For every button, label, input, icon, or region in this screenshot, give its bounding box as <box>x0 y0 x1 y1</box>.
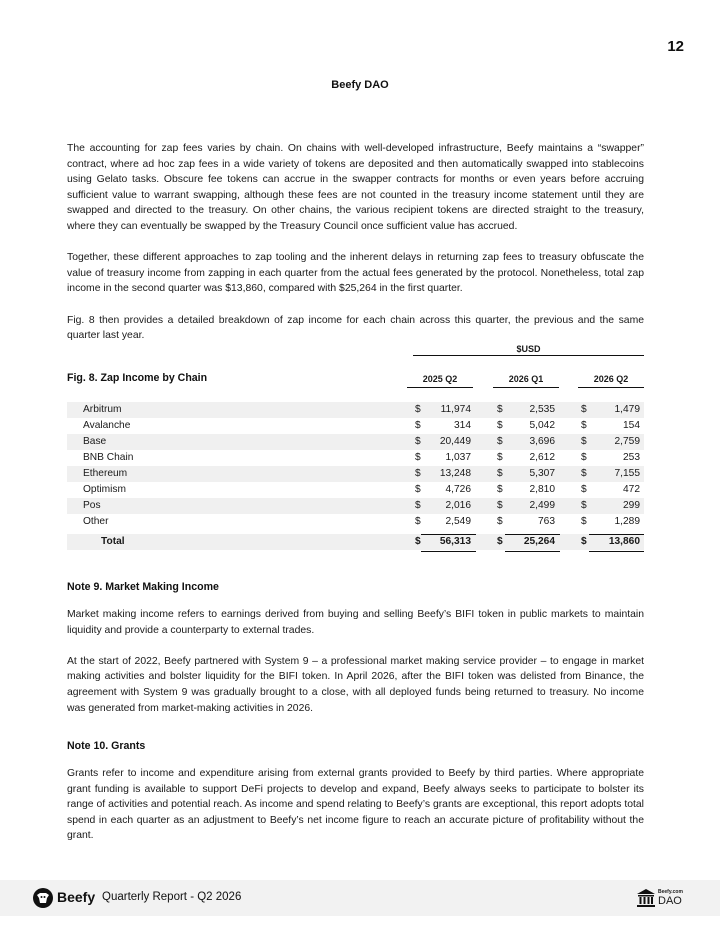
currency-symbol: $ <box>415 404 421 415</box>
figure-title: Fig. 8. Zap Income by Chain <box>67 372 208 384</box>
currency-symbol: $ <box>581 452 587 463</box>
value-2026q2: 154 <box>623 420 640 431</box>
currency-symbol: $ <box>581 436 587 447</box>
currency-symbol: $ <box>497 484 503 495</box>
page-number: 12 <box>667 38 684 55</box>
currency-symbol: $ <box>497 468 503 479</box>
currency-symbol: $ <box>497 452 503 463</box>
currency-symbol: $ <box>581 516 587 527</box>
currency-symbol: $ <box>581 404 587 415</box>
table-row <box>67 402 644 418</box>
total-2025q2: 56,313 <box>439 536 471 547</box>
currency-symbol: $ <box>581 500 587 511</box>
value-2025q2: 2,016 <box>445 500 471 511</box>
chain-label: Avalanche <box>83 420 131 431</box>
currency-symbol: $ <box>497 516 503 527</box>
value-2026q2: 299 <box>623 500 640 511</box>
beefy-dao-logo <box>636 886 686 910</box>
table-row <box>67 498 644 514</box>
value-2026q2: 1,289 <box>614 516 640 527</box>
value-2025q2: 11,974 <box>440 404 471 415</box>
currency-symbol: $ <box>415 536 421 547</box>
table-total-row <box>67 534 644 550</box>
note-10-paragraph-1: Grants refer to income and expenditure arising from external grants provided to Beefy by third parties. Where appropriate grant funding is available to support DeFi projects to develop and expand, Beefy always seeks to participate to bolster its range of activities and potential reach. As income and spend relating to Beefy’s grants are exceptional, this report adopts total spend in each quarter as an adjustment to Beefy’s net income figure to reach an accurate picture of profitability without the grant. <box>67 768 644 842</box>
intro-section <box>67 141 644 344</box>
value-2026q1: 3,696 <box>529 436 555 447</box>
table-row <box>67 418 644 434</box>
currency-symbol: $ <box>581 468 587 479</box>
value-2026q1: 5,042 <box>529 420 555 431</box>
value-2025q2: 314 <box>454 420 471 431</box>
currency-symbol: $ <box>581 484 587 495</box>
currency-symbol: $ <box>415 420 421 431</box>
table-row <box>67 434 644 450</box>
column-rule <box>578 387 644 388</box>
footer-brand: Beefy <box>57 889 96 905</box>
value-2025q2: 4,726 <box>445 484 471 495</box>
value-2026q2: 2,759 <box>614 436 640 447</box>
chain-label: Pos <box>83 500 101 511</box>
footer <box>0 880 720 916</box>
table-row <box>67 514 644 530</box>
note-9-paragraph-1: Market making income refers to earnings derived from buying and selling Beefy’s BIFI token in public markets to maintain liquidity and provide a counterparty to external trades. <box>67 609 644 636</box>
currency-symbol: $ <box>497 500 503 511</box>
value-2026q2: 7,155 <box>614 468 640 479</box>
beefy-cow-logo-icon <box>32 887 54 909</box>
note-9-paragraph-2: At the start of 2022, Beefy partnered with System 9 – a professional market making service provider – to engage in market making activities and bolster liquidity for the BIFI token. In April 2026, after the BIFI token was delisted from Binance, the agreement with System 9 was gradually brought to a close, with all deployed funds being returned to treasury. No income was generated from market-making activities in 2026. <box>67 655 644 714</box>
zap-paragraph-3: Fig. 8 then provides a detailed breakdown of zap income for each chain across this quarter, the previous and the same quarter last year. <box>67 314 644 342</box>
chain-label: Optimism <box>83 484 127 495</box>
currency-symbol: $ <box>581 536 587 547</box>
note-10-heading: Note 10. Grants <box>67 740 146 752</box>
note-10-section <box>67 740 644 844</box>
currency-symbol: $ <box>415 500 421 511</box>
footer-report-title: Quarterly Report - Q2 2026 <box>102 891 242 903</box>
value-2026q1: 2,810 <box>529 484 555 495</box>
column-header-2025q2: 2025 Q2 <box>422 374 458 384</box>
value-2025q2: 2,549 <box>445 516 471 527</box>
value-2026q1: 2,535 <box>529 404 555 415</box>
chain-label: Base <box>83 436 107 447</box>
currency-symbol: $ <box>497 536 503 547</box>
value-2025q2: 13,248 <box>439 468 471 479</box>
currency-symbol: $ <box>497 420 503 431</box>
value-2026q1: 2,612 <box>529 452 555 463</box>
zap-paragraph-2: Together, these different approaches to zap tooling and the inherent delays in returning zap fees to treasury obfuscate the value of treasury income from zapping in each quarter from the actual fees generated by the protocol. Nonetheless, total zap income in the second quarter was $13,860, compared with $25,264 in the first quarter. <box>67 252 644 295</box>
column-rule <box>407 387 473 388</box>
value-2025q2: 20,449 <box>439 436 471 447</box>
currency-symbol: $ <box>415 516 421 527</box>
total-2026q1: 25,264 <box>523 536 555 547</box>
zap-paragraph-1: The accounting for zap fees varies by chain. On chains with well-developed infrastructure, Beefy maintains a “swapper” contract, where ad hoc zap fees in a wide variety of tokens are deposited and then automatically swapped into stablecoins using Gelato tasks. Obscure fee tokens can accrue in the swapper contracts for months or even years before accruing sufficient value to warrant swapping, although these fees are not counted in the treasury income statement until they are swapped and directed to the treasury. On other chains, the various recipient tokens are directed straight to the treasury, where they can eventually be swapped by the Treasury Council once sufficient value has accrued. <box>67 143 644 232</box>
currency-symbol: $ <box>415 468 421 479</box>
temple-icon <box>636 888 656 908</box>
column-header-2026q2: 2026 Q2 <box>593 374 629 384</box>
currency-symbol: $ <box>581 420 587 431</box>
table-row <box>67 466 644 482</box>
dao-logo-small-text: Beefy.com <box>658 889 683 895</box>
total-label: Total <box>101 536 125 547</box>
note-9-section <box>67 581 644 716</box>
table-row <box>67 482 644 498</box>
chain-label: Ethereum <box>83 468 128 479</box>
chain-label: Arbitrum <box>83 404 122 415</box>
currency-symbol: $ <box>415 452 421 463</box>
currency-symbol: $ <box>415 436 421 447</box>
column-header-2026q1: 2026 Q1 <box>508 374 544 384</box>
total-2026q2: 13,860 <box>608 536 640 547</box>
value-2026q1: 2,499 <box>529 500 555 511</box>
value-2026q2: 1,479 <box>614 404 640 415</box>
value-2026q2: 253 <box>623 452 640 463</box>
unit-header: $USD <box>516 344 541 354</box>
note-9-heading: Note 9. Market Making Income <box>67 581 219 593</box>
dao-logo-text: DAO <box>658 895 682 907</box>
unit-header-rule <box>413 355 644 356</box>
value-2025q2: 1,037 <box>445 452 471 463</box>
chain-label: Other <box>83 516 109 527</box>
currency-symbol: $ <box>415 484 421 495</box>
value-2026q1: 763 <box>538 516 555 527</box>
chain-label: BNB Chain <box>83 452 134 463</box>
currency-symbol: $ <box>497 404 503 415</box>
table-row <box>67 450 644 466</box>
value-2026q1: 5,307 <box>529 468 555 479</box>
header-title: Beefy DAO <box>331 79 389 91</box>
value-2026q2: 472 <box>623 484 640 495</box>
column-rule <box>493 387 559 388</box>
zap-income-table <box>67 344 644 554</box>
currency-symbol: $ <box>497 436 503 447</box>
